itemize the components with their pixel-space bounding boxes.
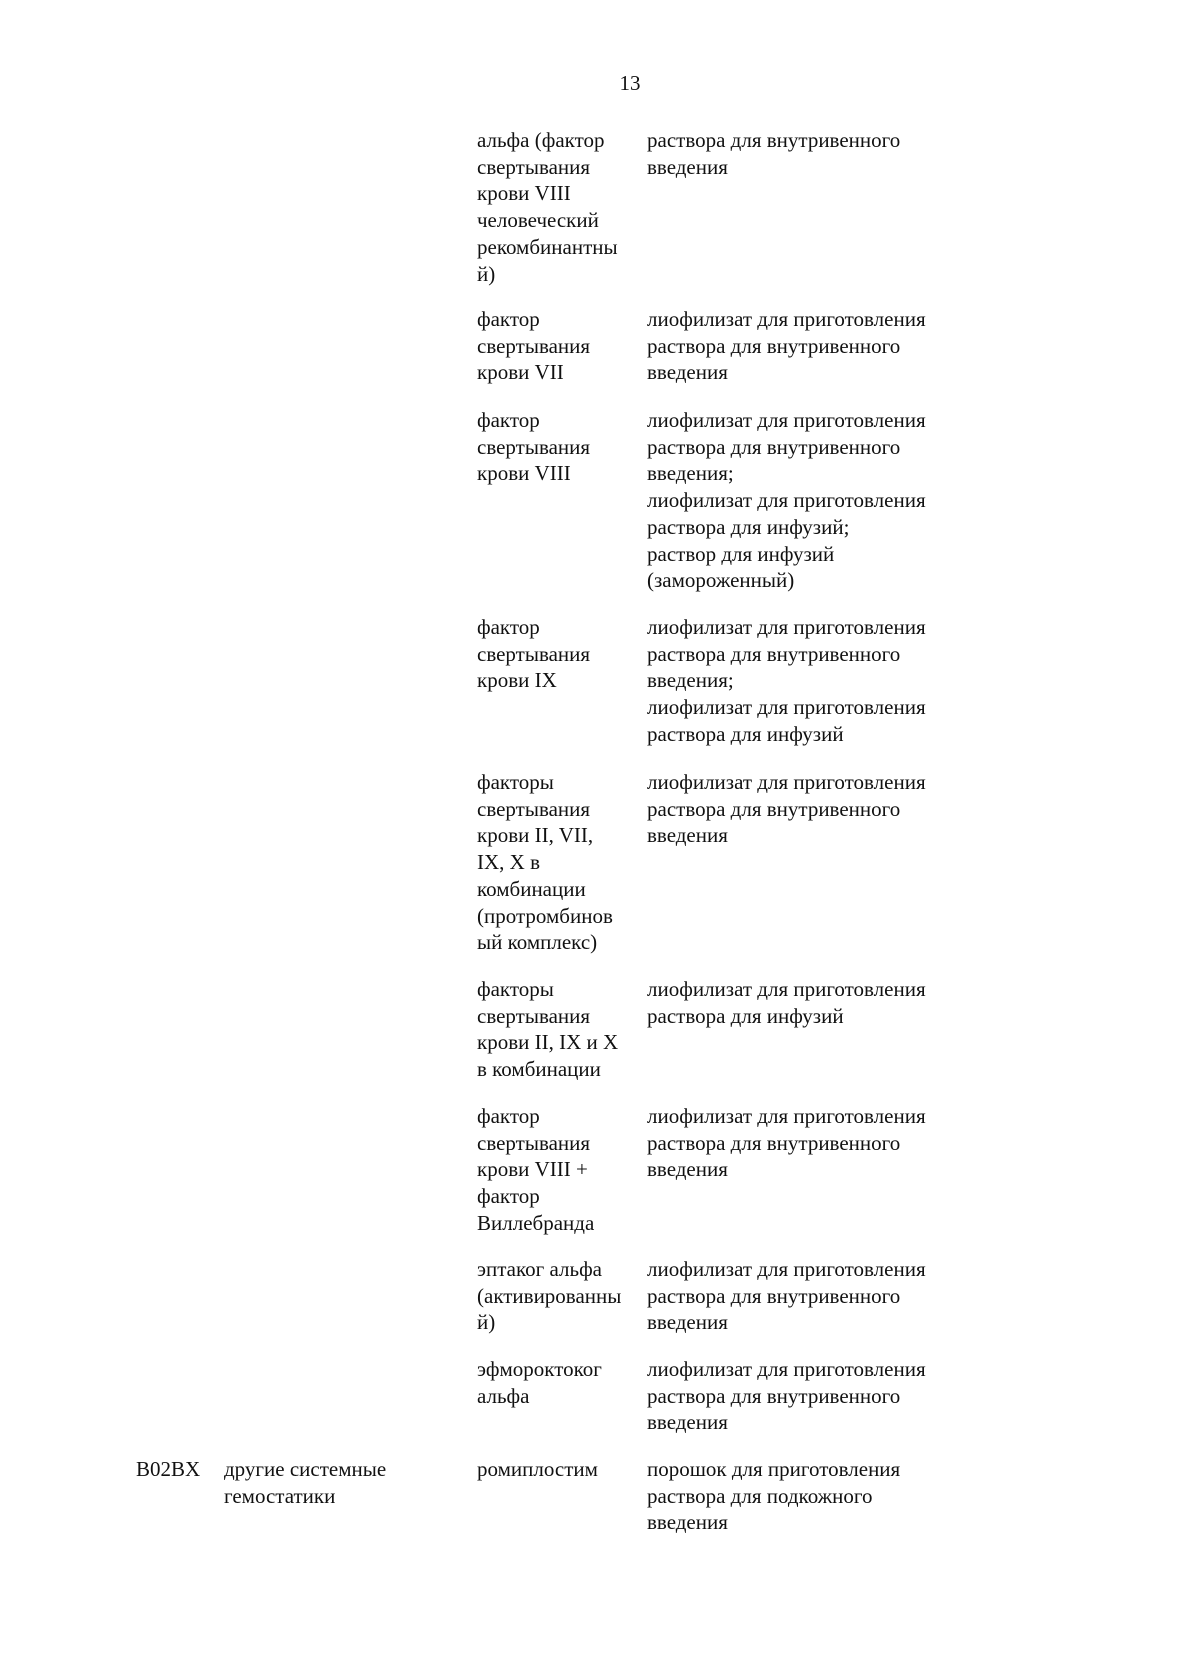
dosage-form: раствора для внутривенного введения: [647, 128, 901, 179]
drug-name: фактор свертывания крови IX: [477, 615, 591, 693]
dosage-form: лиофилизат для приготовления раствора для внутривенного введения: [647, 307, 926, 385]
drug-name: фактор свертывания крови VIII + фактор Виллебранда: [477, 1104, 595, 1235]
drug-name: факторы свертывания крови II, IX и X в комбинации: [477, 977, 619, 1082]
atc-code: B02BX: [136, 1457, 201, 1481]
drug-name: ромиплостим: [477, 1457, 598, 1481]
page-number: 13: [619, 71, 641, 95]
drug-name: альфа (фактор свертывания крови VIII человеческий рекомбинантны й): [477, 128, 618, 286]
dosage-form: лиофилизат для приготовления раствора для внутривенного введения; лиофилизат для приготовления раствора для инфузий; раствор для инфузий (замороженный): [647, 408, 926, 593]
atc-group: другие системные гемостатики: [224, 1457, 387, 1508]
dosage-form: лиофилизат для приготовления раствора для внутривенного введения; лиофилизат для приготовления раствора для инфузий: [647, 615, 926, 746]
drug-name: фактор свертывания крови VIII: [477, 408, 591, 486]
dosage-form: лиофилизат для приготовления раствора для инфузий: [647, 977, 926, 1028]
dosage-form: лиофилизат для приготовления раствора для внутривенного введения: [647, 1104, 926, 1182]
drug-name: эптаког альфа (активированны й): [477, 1257, 622, 1335]
dosage-form: лиофилизат для приготовления раствора для внутривенного введения: [647, 1257, 926, 1335]
dosage-form: порошок для приготовления раствора для подкожного введения: [647, 1457, 901, 1535]
drug-name: факторы свертывания крови II, VII, IX, X в комбинации (протромбинов ый комплекс): [477, 770, 613, 955]
dosage-form: лиофилизат для приготовления раствора для внутривенного введения: [647, 1357, 926, 1435]
drug-name: эфмороктоког альфа: [477, 1357, 602, 1408]
dosage-form: лиофилизат для приготовления раствора для внутривенного введения: [647, 770, 926, 848]
drug-name: фактор свертывания крови VII: [477, 307, 591, 385]
